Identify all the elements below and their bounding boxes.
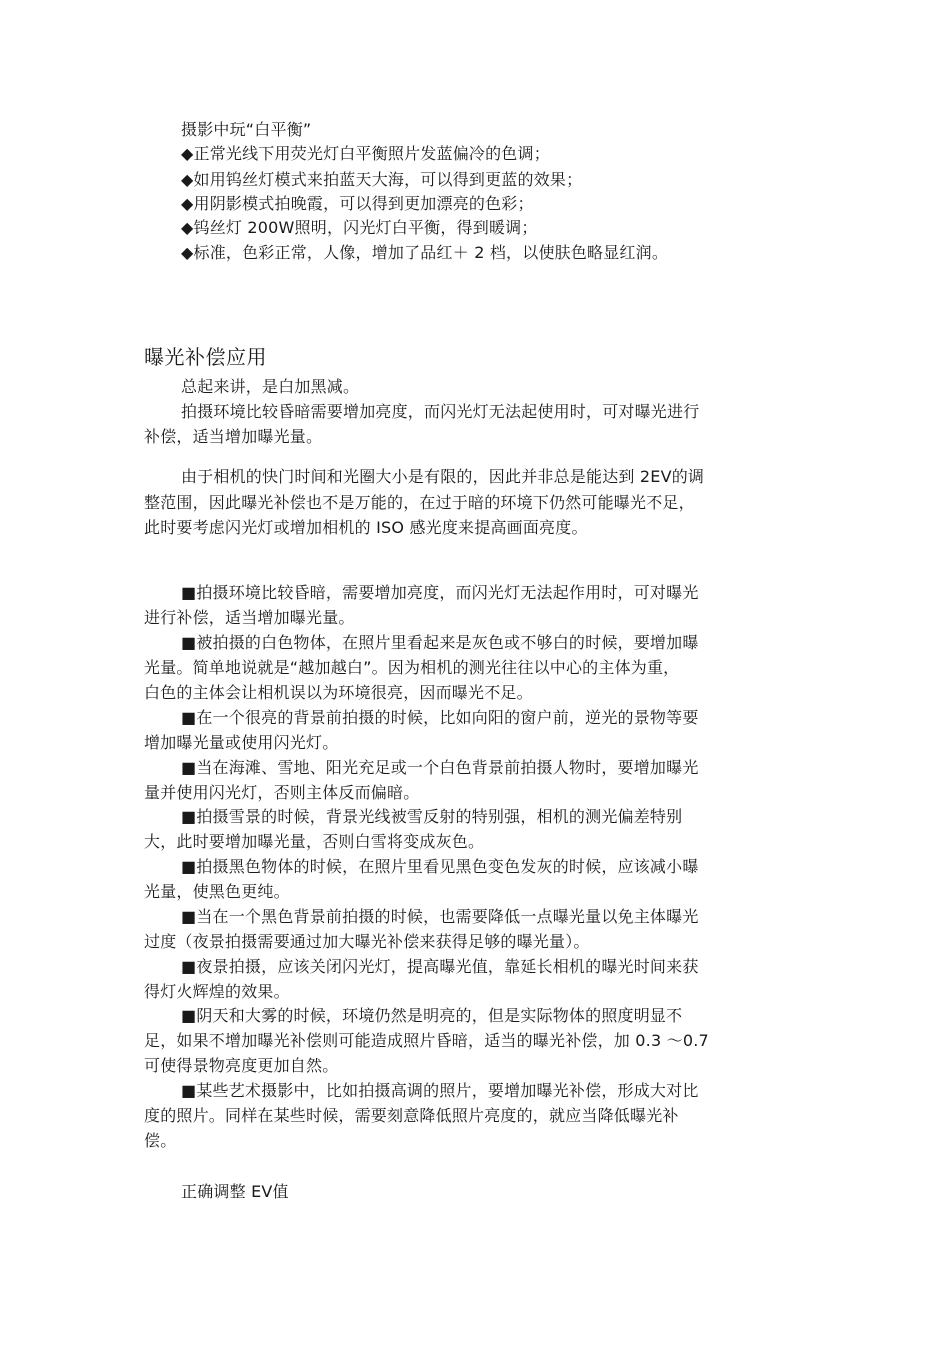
item-line: ■拍摄环境比较昏暗，需要增加亮度，而闪光灯无法起作用时，可对曝光 xyxy=(181,583,699,602)
paragraph-line: 由于相机的快门时间和光圈大小是有限的，因此并非总是能达到 2EV的调 xyxy=(181,467,705,486)
paragraph-line: 整范围，因此曝光补偿也不是万能的，在过于暗的环境下仍然可能曝光不足， xyxy=(144,493,695,512)
intro-title: 摄影中玩“白平衡” xyxy=(181,120,312,139)
intro-bullet: ◆正常光线下用荧光灯白平衡照片发蓝偏冷的色调； xyxy=(181,144,550,163)
intro-bullet: ◆标准，色彩正常，人像，增加了品红＋ 2 档，以使肤色略显红润。 xyxy=(181,243,669,262)
item-line: ■夜景拍摄，应该关闭闪光灯，提高曝光值，靠延长相机的曝光时间来获 xyxy=(181,957,699,976)
item-line: ■被拍摄的白色物体，在照片里看起来是灰色或不够白的时候，要增加曝 xyxy=(181,633,699,652)
item-line: ■在一个很亮的背景前拍摄的时候，比如向阳的窗户前，逆光的景物等要 xyxy=(181,708,699,727)
intro-bullet: ◆钨丝灯 200W照明，闪光灯白平衡，得到暖调； xyxy=(181,218,538,237)
paragraph-line: 此时要考虑闪光灯或增加相机的 ISO 感光度来提高画面亮度。 xyxy=(144,518,588,537)
item-line: 过度（夜景拍摄需要通过加大曝光补偿来获得足够的曝光量）。 xyxy=(144,932,590,951)
item-line: 偿。 xyxy=(144,1131,177,1150)
paragraph-line: 总起来讲，是白加黑减。 xyxy=(181,377,360,396)
item-line: 度的照片。同样在某些时候，需要刻意降低照片亮度的，就应当降低曝光补 xyxy=(144,1106,679,1125)
footer-line: 正确调整 EV值 xyxy=(181,1182,289,1201)
item-line: 足，如果不增加曝光补偿则可能造成照片昏暗，适当的曝光补偿，加 0.3 ～0.7 xyxy=(144,1031,709,1050)
item-line: 光量。简单地说就是“越加越白”。因为相机的测光往往以中心的主体为重， xyxy=(144,658,680,677)
item-line: 可使得景物亮度更加自然。 xyxy=(144,1056,339,1075)
item-line: 白色的主体会让相机误以为环境很亮，因而曝光不足。 xyxy=(144,683,533,702)
item-line: 进行补偿，适当增加曝光量。 xyxy=(144,608,355,627)
intro-bullet: ◆用阴影模式拍晚霞，可以得到更加漂亮的色彩； xyxy=(181,194,534,213)
intro-bullet: ◆如用钨丝灯模式来拍蓝天大海，可以得到更蓝的效果； xyxy=(181,170,583,189)
item-line: 量并使用闪光灯，否则主体反而偏暗。 xyxy=(144,783,420,802)
item-line: ■某些艺术摄影中，比如拍摄高调的照片，要增加曝光补偿，形成大对比 xyxy=(181,1081,699,1100)
item-line: 大，此时要增加曝光量，否则白雪将变成灰色。 xyxy=(144,832,485,851)
item-line: ■拍摄黑色物体的时候，在照片里看见黑色变色发灰的时候，应该减小曝 xyxy=(181,857,699,876)
paragraph-line: 拍摄环境比较昏暗需要增加亮度，而闪光灯无法起使用时，可对曝光进行 xyxy=(181,402,700,421)
item-line: ■阴天和大雾的时候，环境仍然是明亮的，但是实际物体的照度明显不 xyxy=(181,1006,683,1025)
section-heading: 曝光补偿应用 xyxy=(144,345,267,369)
item-line: ■当在海滩、雪地、阳光充足或一个白色背景前拍摄人物时，要增加曝光 xyxy=(181,758,699,777)
item-line: 得灯火辉煌的效果。 xyxy=(144,982,290,1001)
item-line: 增加曝光量或使用闪光灯。 xyxy=(144,733,339,752)
item-line: ■拍摄雪景的时候，背景光线被雪反射的特别强，相机的测光偏差特别 xyxy=(181,807,683,826)
item-line: 光量，使黑色更纯。 xyxy=(144,882,290,901)
paragraph-line: 补偿，适当增加曝光量。 xyxy=(144,427,323,446)
item-line: ■当在一个黑色背景前拍摄的时候，也需要降低一点曝光量以免主体曝光 xyxy=(181,907,699,926)
